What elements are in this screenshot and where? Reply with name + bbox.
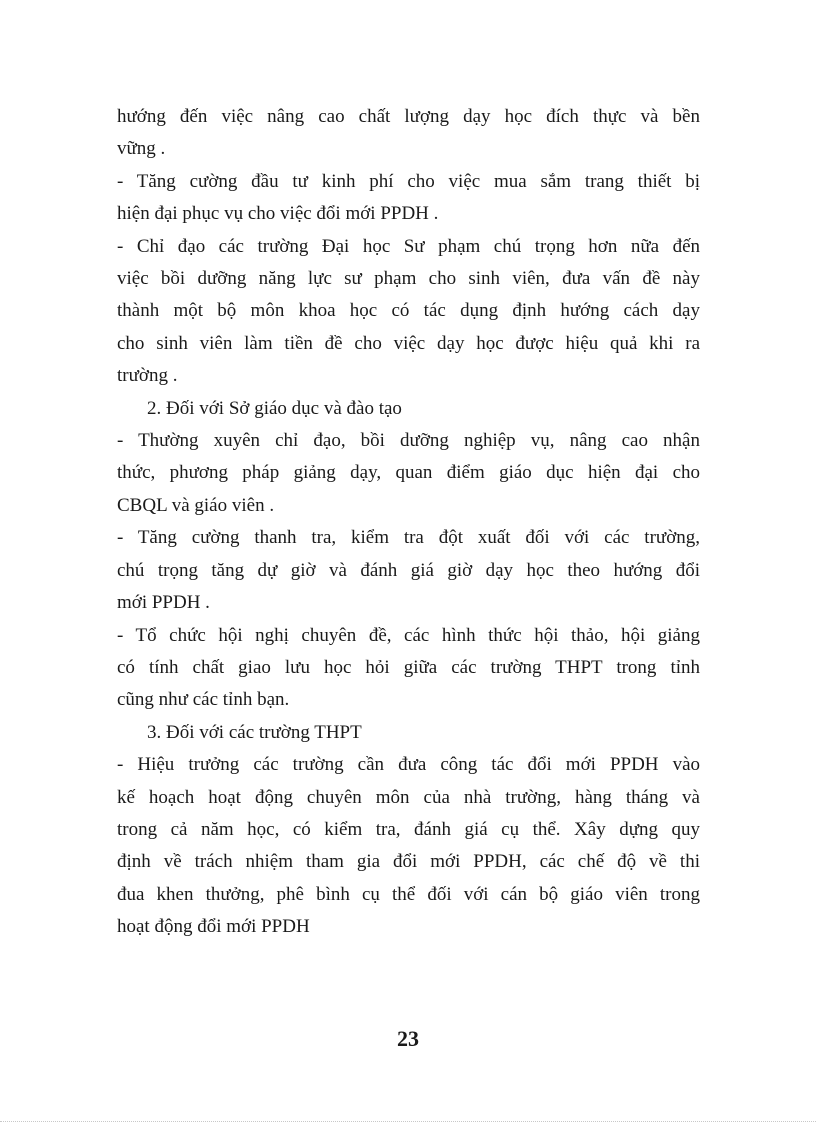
text-line: cũng như các tỉnh bạn. <box>117 689 290 711</box>
text-line: cho sinh viên làm tiền đề cho việc dạy học được hiệu quả khi ra <box>117 332 700 354</box>
text-line: hiện đại phục vụ cho việc đổi mới PPDH . <box>117 203 439 225</box>
text-line: - Chỉ đạo các trường Đại học Sư phạm chú trọng hơn nữa đến <box>117 235 700 257</box>
text-line: - Hiệu trưởng các trường cần đưa công tác đổi mới PPDH vào <box>117 754 700 776</box>
text-line: vững . <box>117 138 166 160</box>
text-line: định về trách nhiệm tham gia đổi mới PPDH, các chế độ về thi <box>117 851 700 873</box>
text-line: thành một bộ môn khoa học có tác dụng định hướng cách dạy <box>117 300 700 322</box>
section-heading: 3. Đối với các trường THPT <box>147 721 362 743</box>
text-line: mới PPDH . <box>117 592 210 614</box>
text-line: - Tăng cường thanh tra, kiểm tra đột xuất đối với các trường, <box>117 527 700 549</box>
text-line: hướng đến việc nâng cao chất lượng dạy học đích thực và bền <box>117 106 700 127</box>
text-line: CBQL và giáo viên . <box>117 494 275 516</box>
text-line: việc bồi dưỡng năng lực sư phạm cho sinh viên, đưa vấn đề này <box>117 268 700 290</box>
body-text <box>117 101 700 944</box>
text-line: thức, phương pháp giảng dạy, quan điểm giáo dục hiện đại cho <box>117 462 700 484</box>
section-heading: 2. Đối với Sở giáo dục và đào tạo <box>147 397 402 419</box>
text-line: có tính chất giao lưu học hỏi giữa các trường THPT trong tỉnh <box>117 656 700 678</box>
page-number: 23 <box>397 1026 419 1051</box>
text-line: hoạt động đổi mới PPDH <box>117 916 310 938</box>
text-line: trong cả năm học, có kiểm tra, đánh giá cụ thể. Xây dựng quy <box>117 818 700 840</box>
text-line: chú trọng tăng dự giờ và đánh giá giờ dạy học theo hướng đổi <box>117 559 700 581</box>
text-line: kế hoạch hoạt động chuyên môn của nhà trường, hàng tháng và <box>117 786 700 808</box>
text-line: - Tăng cường đầu tư kinh phí cho việc mua sắm trang thiết bị <box>117 170 700 192</box>
text-line: - Tổ chức hội nghị chuyên đề, các hình thức hội thảo, hội giảng <box>117 624 700 646</box>
text-line: - Thường xuyên chỉ đạo, bồi dưỡng nghiệp vụ, nâng cao nhận <box>117 430 700 452</box>
page-bottom-divider <box>0 1121 816 1122</box>
text-line: trường . <box>117 365 178 387</box>
text-line: đua khen thưởng, phê bình cụ thể đối với cán bộ giáo viên trong <box>117 883 700 905</box>
